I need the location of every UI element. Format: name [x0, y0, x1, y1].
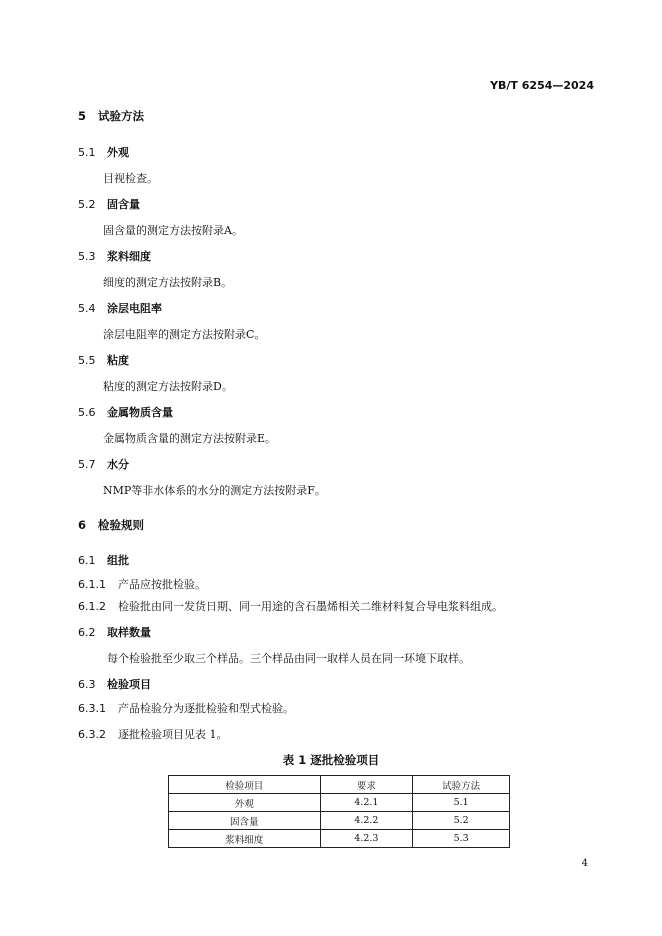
subsection-title: 金属物质含量: [107, 406, 173, 419]
subsection-number: 5.6: [78, 406, 96, 419]
subsection-title: 粘度: [107, 354, 129, 367]
section-number: 5: [78, 109, 87, 123]
clause-6-1-2: [78, 598, 503, 614]
table-header-row: [169, 776, 510, 794]
subsection-title: 水分: [107, 458, 129, 471]
paragraph: NMP等非水体系的水分的测定方法按附录F。: [103, 484, 326, 497]
subsection-5-2: [78, 196, 140, 212]
subsection-number: 5.7: [78, 458, 96, 471]
subsection-6-3: [78, 676, 151, 692]
subsection-5-7: [78, 456, 129, 472]
clause-text: 逐批检验项目见表 1。: [118, 728, 228, 741]
table-cell: 固含量: [169, 812, 321, 830]
subsection-number: 5.4: [78, 302, 96, 315]
clause-6-3-2: [78, 726, 228, 742]
table-cell: 4.2.2: [320, 812, 413, 830]
paragraph: 粘度的测定方法按附录D。: [103, 380, 233, 393]
table-caption: 表 1 逐批检验项目: [282, 753, 380, 767]
clause-number: 6.1.2: [78, 600, 106, 613]
paragraph: 细度的测定方法按附录B。: [103, 276, 233, 289]
subsection-5-5: [78, 352, 129, 368]
table-cell: 4.2.3: [320, 830, 413, 848]
subsection-title: 组批: [107, 554, 129, 567]
clause-number: 6.3.2: [78, 728, 106, 741]
standard-code: YB/T 6254—2024: [490, 79, 594, 92]
inspection-items-table: [168, 775, 510, 848]
paragraph: 每个检验批至少取三个样品。三个样品由同一取样人员在同一环境下取样。: [107, 652, 470, 665]
paragraph: 金属物质含量的测定方法按附录E。: [103, 432, 277, 445]
clause-number: 6.1.1: [78, 578, 106, 591]
table-cell: 5.3: [413, 830, 510, 848]
subsection-5-6: [78, 404, 173, 420]
subsection-number: 5.5: [78, 354, 96, 367]
table-row: [169, 830, 510, 848]
clause-6-1-1: [78, 576, 206, 592]
table-cell: 浆料细度: [169, 830, 321, 848]
subsection-title: 浆料细度: [107, 250, 151, 263]
subsection-6-2: [78, 624, 151, 640]
subsection-5-1: [78, 144, 129, 160]
paragraph: 涂层电阻率的测定方法按附录C。: [103, 328, 266, 341]
clause-text: 产品应按批检验。: [118, 578, 206, 591]
subsection-title: 涂层电阻率: [107, 302, 162, 315]
subsection-6-1: [78, 552, 129, 568]
subsection-number: 6.3: [78, 678, 96, 691]
subsection-number: 6.2: [78, 626, 96, 639]
table-cell: 5.1: [413, 794, 510, 812]
section-title: 试验方法: [98, 109, 144, 123]
table-cell: 5.2: [413, 812, 510, 830]
paragraph: 固含量的测定方法按附录A。: [103, 224, 243, 237]
table-header-cell: 试验方法: [413, 776, 510, 794]
subsection-number: 5.3: [78, 250, 96, 263]
paragraph: 目视检查。: [103, 172, 158, 185]
subsection-number: 5.1: [78, 146, 96, 159]
page-number: 4: [581, 858, 588, 869]
table-cell: 4.2.1: [320, 794, 413, 812]
subsection-title: 取样数量: [107, 626, 151, 639]
table-row: [169, 794, 510, 812]
subsection-number: 5.2: [78, 198, 96, 211]
clause-number: 6.3.1: [78, 702, 106, 715]
section-5-heading: [78, 108, 144, 124]
subsection-title: 固含量: [107, 198, 140, 211]
subsection-title: 检验项目: [107, 678, 151, 691]
subsection-number: 6.1: [78, 554, 96, 567]
subsection-5-4: [78, 300, 162, 316]
subsection-5-3: [78, 248, 151, 264]
clause-text: 产品检验分为逐批检验和型式检验。: [118, 702, 294, 715]
table-header-cell: 要求: [320, 776, 413, 794]
section-6-heading: [78, 517, 144, 533]
clause-text: 检验批由同一发货日期、同一用途的含石墨烯相关二维材料复合导电浆料组成。: [118, 600, 503, 613]
section-title: 检验规则: [98, 518, 144, 532]
clause-6-3-1: [78, 700, 294, 716]
subsection-title: 外观: [107, 146, 129, 159]
table-cell: 外观: [169, 794, 321, 812]
table-row: [169, 812, 510, 830]
table-header-cell: 检验项目: [169, 776, 321, 794]
section-number: 6: [78, 518, 87, 532]
